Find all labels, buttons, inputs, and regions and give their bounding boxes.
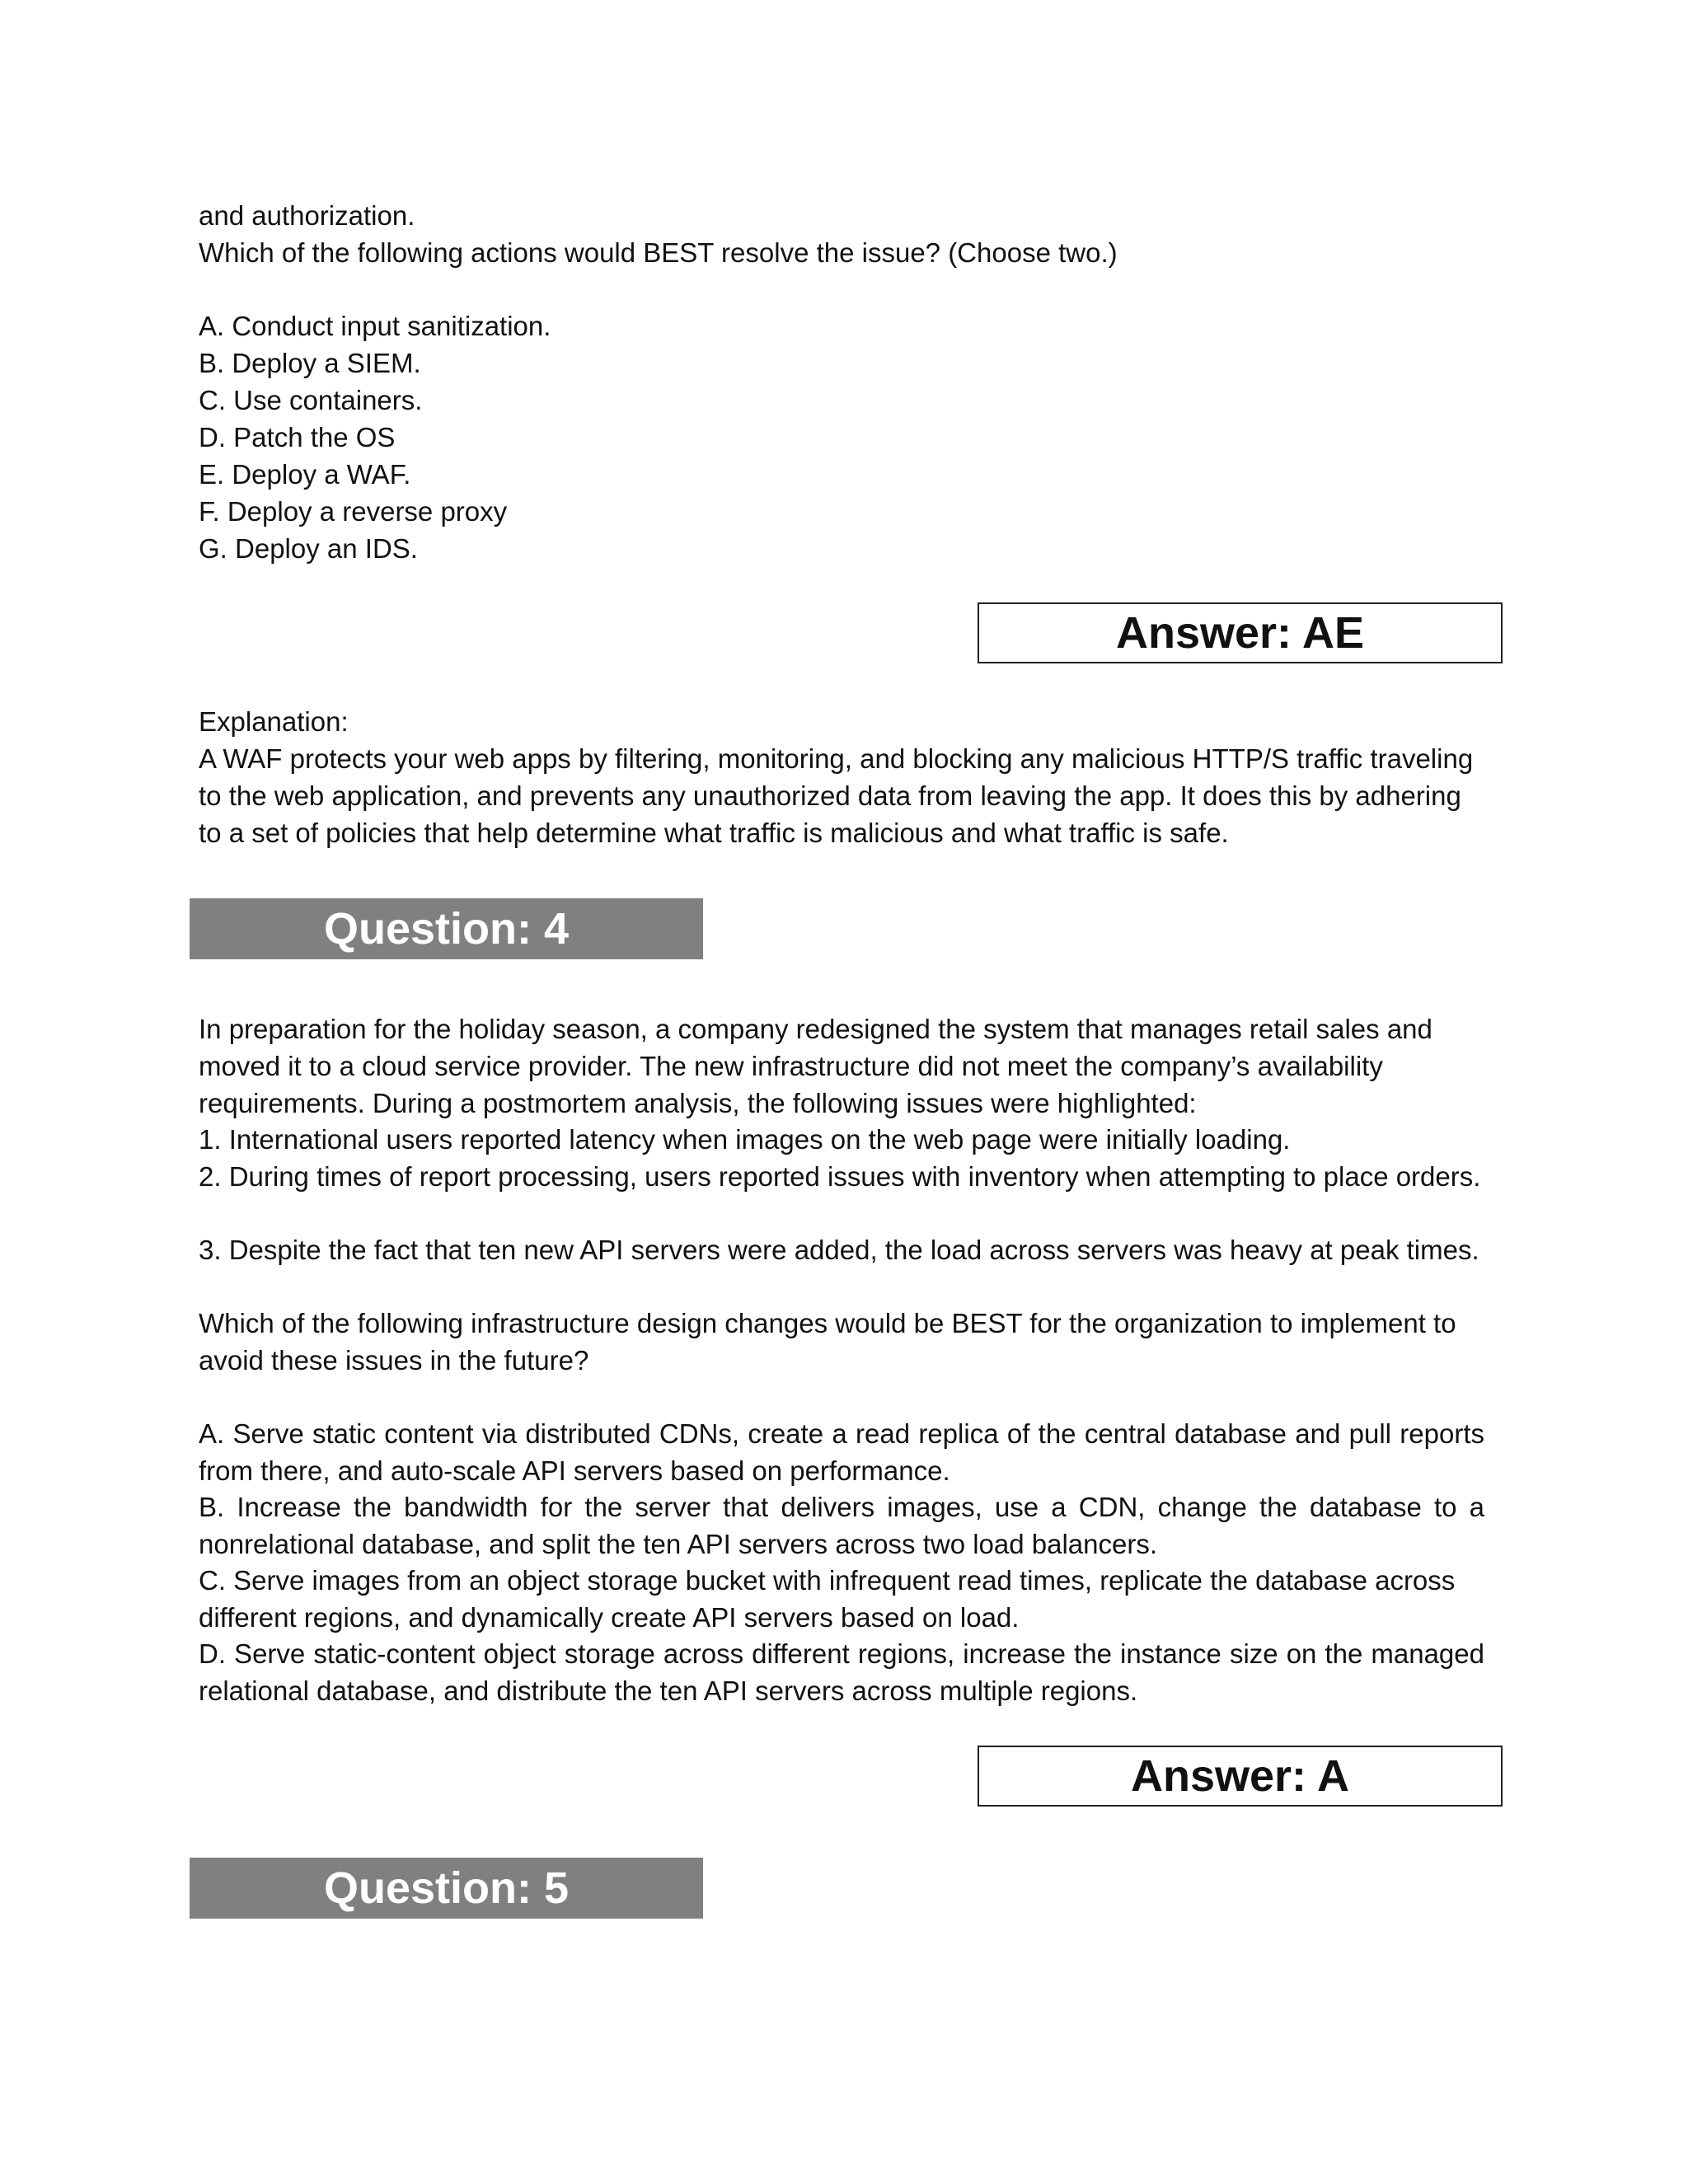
q3-answer-box: Answer: AE xyxy=(978,602,1503,663)
q3-option-c: C. Use containers. xyxy=(199,385,423,415)
q4-header: Question: 4 xyxy=(190,898,703,959)
q3-option-a: A. Conduct input sanitization. xyxy=(199,311,551,341)
q3-option-b: B. Deploy a SIEM. xyxy=(199,348,421,378)
q4-issue-1: 1. International users reported latency when images on the web page were initially loading. xyxy=(199,1124,1291,1155)
q4-option-c: C. Serve images from an object storage bucket with infrequent read times, replicate the database across different regions, and dynamically create API servers based on load. xyxy=(199,1565,1456,1633)
q4-option-d: D. Serve static-content object storage across different regions, increase the instance size on the managed relational database, and distribute the ten API servers across multiple regions. xyxy=(199,1638,1484,1706)
q3-explanation-text: A WAF protects your web apps by filtering, monitoring, and blocking any malicious HTTP/S traffic traveling to the web application, and prevents any unauthorized data from leaving the app. It does this by adhering to a set of policies that help determine what traffic is malicious and what traffic is safe. xyxy=(199,743,1474,848)
q3-option-d: D. Patch the OS xyxy=(199,422,396,452)
q3-option-e: E. Deploy a WAF. xyxy=(199,459,411,490)
q3-option-g: G. Deploy an IDS. xyxy=(199,533,418,564)
q4-answer-box: Answer: A xyxy=(978,1746,1503,1807)
q3-options xyxy=(199,307,551,567)
q3-intro-tail: and authorization. xyxy=(199,200,415,231)
q4-prompt: Which of the following infrastructure design changes would be BEST for the organization to implement to avoid these issues in the future? xyxy=(199,1308,1456,1376)
q5-header: Question: 5 xyxy=(190,1858,703,1919)
q4-issue-2: 2. During times of report processing, users reported issues with inventory when attempting to place orders. xyxy=(199,1161,1481,1192)
q3-option-f: F. Deploy a reverse proxy xyxy=(199,496,508,527)
q4-option-b: B. Increase the bandwidth for the server that delivers images, use a CDN, change the database to a nonrelational database, and split the ten API servers across two load balancers. xyxy=(199,1492,1484,1559)
q3-prompt: Which of the following actions would BEST resolve the issue? (Choose two.) xyxy=(199,237,1118,268)
q3-explanation-label: Explanation: xyxy=(199,706,349,737)
q4-option-a: A. Serve static content via distributed CDNs, create a read replica of the central database and pull reports from there, and auto-scale API servers based on performance. xyxy=(199,1418,1484,1486)
q4-intro: In preparation for the holiday season, a company redesigned the system that manages retail sales and moved it to a cloud service provider. The new infrastructure did not meet the company’s availability requirements. During a postmortem analysis, the following issues were highlighted: xyxy=(199,1014,1432,1118)
q4-issue-3: 3. Despite the fact that ten new API servers were added, the load across servers was heavy at peak times. xyxy=(199,1235,1479,1265)
